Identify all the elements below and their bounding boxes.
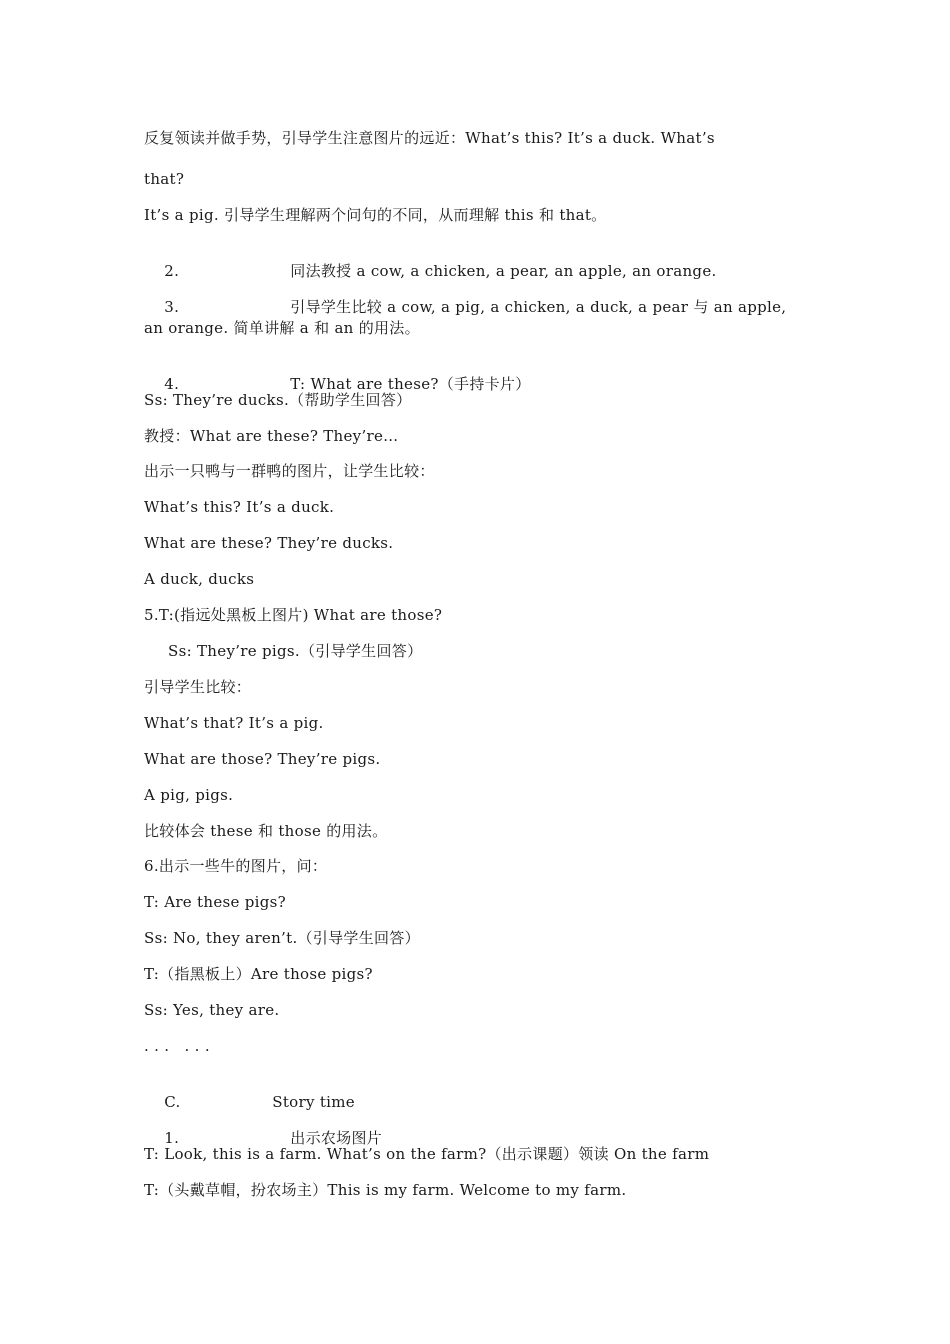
text-line: What are these? They’re ducks. xyxy=(144,534,394,552)
list-text: 引导学生比较 a cow, a pig, a chicken, a duck, a pear 与 an apple, xyxy=(290,298,787,316)
text-line: What’s that? It’s a pig. xyxy=(144,714,324,732)
text-line: 教授：What are these? They’re… xyxy=(144,427,399,445)
text-line: 5.T:(指远处黑板上图片) What are those? xyxy=(144,606,443,624)
text-line: T: Are these pigs? xyxy=(144,893,286,911)
ellipsis-line: . . . . . . xyxy=(144,1037,210,1055)
text-line: 比较体会 these 和 those 的用法。 xyxy=(144,822,388,840)
text-line: that? xyxy=(144,170,185,188)
text-line: T: Look, this is a farm. What’s on the farm?（出示课题）领读 On the farm xyxy=(144,1145,710,1163)
list-number: 1. xyxy=(164,1129,180,1147)
text-line: T:（头戴草帽，扮农场主）This is my farm. Welcome to my farm. xyxy=(144,1181,627,1199)
text-line: Ss: Yes, they are. xyxy=(144,1001,280,1019)
list-text: 出示农场图片 xyxy=(290,1129,383,1147)
list-text: 同法教授 a cow, a chicken, a pear, an apple, an orange. xyxy=(290,262,717,280)
list-text: T: What are these?（手持卡片） xyxy=(290,375,531,393)
text-line: What’s this? It’s a duck. xyxy=(144,498,335,516)
text-line: A pig, pigs. xyxy=(144,786,234,804)
text-line: 反复领读并做手势，引导学生注意图片的远近：What’s this? It’s a duck. What’s xyxy=(144,129,715,147)
list-number: 3. xyxy=(164,298,180,316)
text-line: 出示一只鸭与一群鸭的图片，让学生比较： xyxy=(144,462,435,480)
text-line: Ss: They’re pigs.（引导学生回答） xyxy=(168,642,423,660)
list-number: 4. xyxy=(164,375,180,393)
text-line: T:（指黑板上）Are those pigs? xyxy=(144,965,373,983)
text-line: Ss: They’re ducks.（帮助学生回答） xyxy=(144,391,412,409)
text-line: What are those? They’re pigs. xyxy=(144,750,381,768)
text-line: A duck, ducks xyxy=(144,570,255,588)
text-line: 6.出示一些牛的图片，问： xyxy=(144,857,328,875)
text-line: an orange. 简单讲解 a 和 an 的用法。 xyxy=(144,319,420,337)
section-title: Story time xyxy=(272,1093,355,1111)
section-letter: C. xyxy=(164,1093,181,1111)
text-line: 引导学生比较： xyxy=(144,678,252,696)
list-number: 2. xyxy=(164,262,180,280)
text-line: Ss: No, they aren’t.（引导学生回答） xyxy=(144,929,420,947)
text-line: It’s a pig. 引导学生理解两个问句的不同，从而理解 this 和 that。 xyxy=(144,206,607,224)
